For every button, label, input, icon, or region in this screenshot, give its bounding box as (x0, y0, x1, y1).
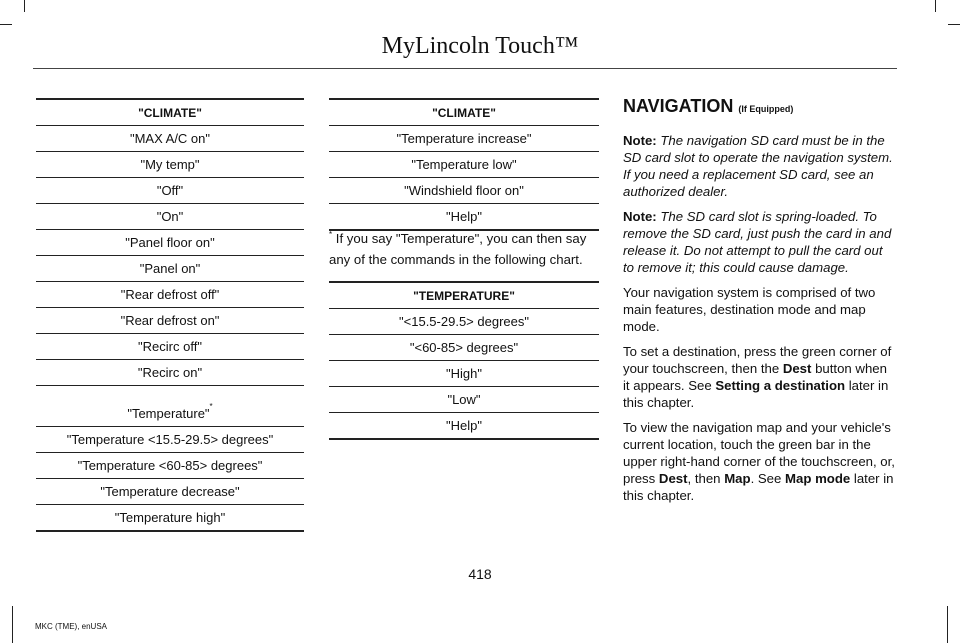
table-cell: "Rear defrost off" (36, 282, 304, 308)
note-text: The navigation SD card must be in the SD card slot to operate the navigation system. If you need a replacement SD card, see an authorized dealer. (623, 133, 893, 199)
text-run: later in this chapter. (623, 471, 894, 503)
table-cell: "Help" (329, 413, 599, 440)
table-cell: "Help" (329, 204, 599, 231)
text-run: . See (750, 471, 786, 486)
temperature-commands-table (329, 281, 599, 440)
note-label: Note: (623, 133, 657, 148)
ui-term: Map (724, 471, 751, 486)
ui-term: Dest (782, 361, 812, 376)
heading-qualifier: (If Equipped) (738, 104, 794, 114)
header-divider (33, 68, 897, 69)
text-run: button when it appears. See (623, 361, 887, 393)
cross-reference: Setting a destination (715, 378, 846, 393)
footnote-marker: * (329, 230, 333, 239)
body-paragraph: Your navigation system is comprised of two main features, destination mode and map mode. (623, 285, 876, 334)
table-cell: "Recirc on" (36, 360, 304, 386)
text-run: To view the navigation map and your vehicle's current location, touch the green bar in the upper right-hand corner of the touchscreen, or, press (623, 420, 895, 486)
crop-mark (948, 24, 960, 25)
table-cell: "Temperature decrease" (36, 479, 304, 505)
section-heading (623, 98, 895, 118)
text-run: later in this chapter. (623, 378, 889, 410)
page-header-title: MyLincoln Touch™ (381, 33, 579, 59)
crop-mark (24, 0, 25, 12)
table-cell: "<15.5-29.5> degrees" (329, 309, 599, 335)
section-heading-text: NAVIGATION (623, 96, 734, 116)
crop-mark (935, 0, 936, 12)
table-cell: "Temperature <60-85> degrees" (36, 453, 304, 479)
table-cell: "Off" (36, 178, 304, 204)
note-paragraph (623, 132, 895, 200)
table-cell: "MAX A/C on" (36, 126, 304, 152)
table-cell: "On" (36, 204, 304, 230)
table-cell: "Temperature high" (36, 505, 304, 532)
table-cell: "<60-85> degrees" (329, 335, 599, 361)
table-header: "TEMPERATURE" (329, 282, 599, 309)
climate-commands-table-continued (329, 98, 599, 231)
footnote-marker: * (209, 402, 213, 411)
ui-term: Dest (658, 471, 688, 486)
text-run: To set a destination, press the green corner of your touchscreen, then the (623, 344, 892, 376)
body-paragraph (623, 419, 895, 504)
note-label: Note: (623, 209, 657, 224)
page-number: 418 (468, 566, 492, 582)
table-cell: "Panel floor on" (36, 230, 304, 256)
climate-commands-table (36, 98, 304, 532)
note-text: The SD card slot is spring-loaded. To remove the SD card, just push the card in and release it. Do not attempt to pull the card out to remove it; this could cause damage. (623, 209, 892, 275)
footnote (329, 228, 601, 270)
footnote-text: If you say "Temperature", you can then say any of the commands in the following chart. (329, 231, 587, 267)
body-paragraph (623, 343, 895, 411)
table-cell: "Windshield floor on" (329, 178, 599, 204)
table-cell: "Low" (329, 387, 599, 413)
navigation-section (623, 98, 895, 512)
table-header: "CLIMATE" (36, 99, 304, 126)
table-cell: "Temperature low" (329, 152, 599, 178)
text-run: , then (687, 471, 725, 486)
table-cell: "Temperature increase" (329, 126, 599, 152)
crop-mark (12, 606, 13, 643)
table-cell: "My temp" (36, 152, 304, 178)
table-cell: "Recirc off" (36, 334, 304, 360)
crop-mark (947, 606, 948, 643)
crop-mark (0, 24, 12, 25)
table-cell (36, 386, 304, 427)
note-paragraph (623, 208, 895, 276)
table-cell: "Panel on" (36, 256, 304, 282)
table-cell: "Rear defrost on" (36, 308, 304, 334)
table-cell: "High" (329, 361, 599, 387)
table-cell-text: "Temperature" (127, 406, 210, 421)
table-header: "CLIMATE" (329, 99, 599, 126)
document-id: MKC (TME), enUSA (35, 622, 108, 631)
table-cell: "Temperature <15.5-29.5> degrees" (36, 427, 304, 453)
cross-reference: Map mode (785, 471, 851, 486)
